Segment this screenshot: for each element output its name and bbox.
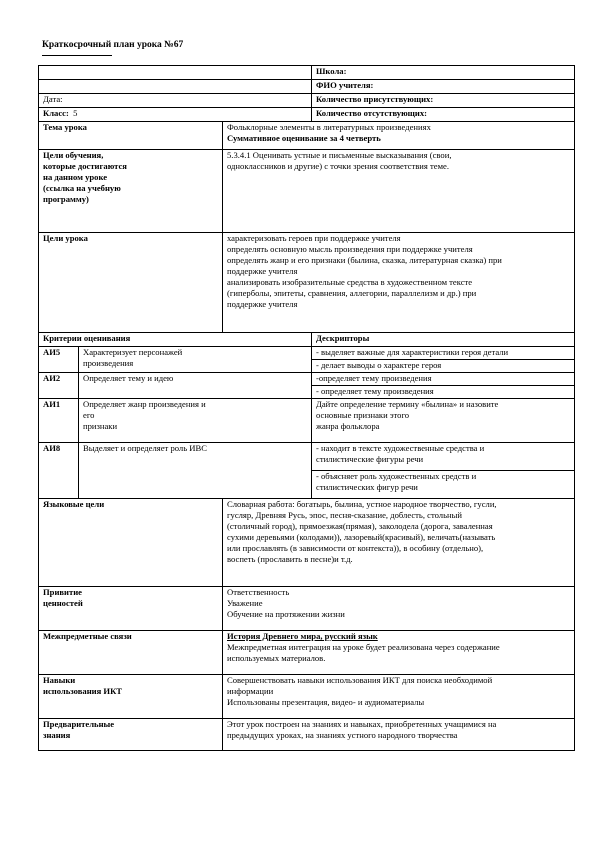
criterion-line: признаки [83,421,118,431]
content-line: Уважение [227,598,263,608]
ict-content [223,675,575,719]
ai8-criterion: Выделяет и определяет роль ИВС [79,443,312,499]
topic-content [223,122,575,150]
descriptor-line: - находит в тексте художественные средства и [316,443,485,453]
label-line: Цели обучения, [43,150,104,160]
ai8-row [39,443,575,471]
ai8-descriptor [312,471,575,499]
ai2-criterion: Определяет тему и идею [79,373,312,399]
label-line: Предварительные [43,719,115,729]
descriptor-line: стилистические фигуры речи [316,454,424,464]
ai1-code: АИ1 [39,399,79,443]
criteria-header-row [39,333,575,347]
document-heading: Краткосрочный план урока №67 [42,40,184,50]
topic-label: Тема урока [39,122,223,150]
ict-label [39,675,223,719]
ai2-row [39,373,575,386]
ai5-descriptor: - выделяет важные для характеристики героя детали [312,347,575,360]
content-line: 5.3.4.1 Оценивать устные и письменные высказывания (свои, [227,150,452,160]
criterion-line: произведения [83,358,134,368]
topic-line: Фольклорные элементы в литературных произведениях [227,122,431,132]
interdisciplinary-content [223,631,575,675]
criterion-line: Определяет жанр произведения и [83,399,206,409]
content-line: поддержке учителя [227,299,298,309]
learning-goals-row [39,150,575,233]
school-row [39,66,575,80]
lesson-goals-row [39,233,575,333]
content-line: используемых материалов. [227,653,326,663]
ai5-descriptor: - делает выводы о характере героя [312,360,575,373]
content-line: определять жанр и его признаки (былина, сказка, литературная сказка) при [227,255,502,265]
prior-knowledge-row [39,719,575,751]
descriptor-line: жанра фольклора [316,421,380,431]
label-line: которые достигаются [43,161,127,171]
school-label: Школа: [312,66,575,80]
date-row [39,94,575,108]
ai1-descriptor [312,399,575,443]
ai8-descriptor [312,443,575,471]
descriptor-line: основные признаки этого [316,410,410,420]
label-line: использования ИКТ [43,686,123,696]
content-line: Этот урок построен на знаниях и навыках, приобретенных учащимися на [227,719,497,729]
values-row [39,587,575,631]
content-line: сухими деревьями (колодами)), лазоревый(красивый), величать(называть [227,532,496,542]
ai5-code: АИ5 [39,347,79,373]
class-value: 5 [73,108,78,118]
teacher-left-cell [39,80,312,94]
label-line: ценностей [43,598,83,608]
criteria-header: Критерии оценивания [39,333,312,347]
descriptor-line: Дайте определение термину «былина» и назовите [316,399,499,409]
label-line: программу) [43,194,89,204]
label-line: на данном уроке [43,172,108,182]
content-line: предыдущих уроках, на знаниях устного народного творчества [227,730,458,740]
label-line: Навыки [43,675,76,685]
lesson-goals-content [223,233,575,333]
ai5-criterion [79,347,312,373]
content-line: Словарная работа: богатырь, былина, устное народное творчество, гусли, [227,499,497,509]
descriptor-line: стилистических фигур речи [316,482,418,492]
content-line: характеризовать героев при поддержке учителя [227,233,401,243]
ai8-code: АИ8 [39,443,79,499]
ai2-code: АИ2 [39,373,79,399]
criterion-line: его [83,410,95,420]
interdisciplinary-row [39,631,575,675]
content-line: поддержке учителя [227,266,298,276]
content-line: (гиперболы, эпитеты, сравнения, аллегории, параллелизм и др.) при [227,288,477,298]
lesson-plan-table [38,65,575,751]
language-row [39,499,575,587]
interdisciplinary-label: Межпредметные связи [39,631,223,675]
content-line: Ответственность [227,587,290,597]
values-content [223,587,575,631]
content-line: гусляр, Древняя Русь, эпос, песня-сказание, доблесть, стольный [227,510,462,520]
language-content [223,499,575,587]
teacher-label: ФИО учителя: [312,80,575,94]
language-label: Языковые цели [39,499,223,587]
content-line: воспеть (прославить в песне)и т.д. [227,554,353,564]
values-label [39,587,223,631]
learning-goals-content [223,150,575,233]
descriptor-line: - объясняет роль художественных средств и [316,471,477,481]
content-line: Обучение на протяжении жизни [227,609,345,619]
learning-goals-label [39,150,223,233]
ai1-row [39,399,575,443]
school-left-cell [39,66,312,80]
content-line: анализировать изобразительные средства в художественном тексте [227,277,473,287]
absent-label: Количество отсутствующих: [312,108,575,122]
heading-underline [42,55,112,56]
label-line: Привитие [43,587,82,597]
ict-row [39,675,575,719]
content-line: информации [227,686,274,696]
ai5-row [39,347,575,360]
content-line: определять основную мысль произведения при поддержке учителя [227,244,473,254]
class-label: Класс: [43,108,69,118]
content-line: Использованы презентация, видео- и аудиоматериалы [227,697,425,707]
date-label: Дата: [39,94,312,108]
descriptors-header: Дескрипторы [312,333,575,347]
lesson-goals-label: Цели урока [39,233,223,333]
content-line: или прославлять (в зависимости от контекста)), в особину (отдельно), [227,543,484,553]
content-line: одноклассников и другие) с точки зрения соответствия теме. [227,161,449,171]
ai2-descriptor: - определяет тему произведения [312,386,575,399]
label-line: знания [43,730,71,740]
ai1-criterion [79,399,312,443]
prior-knowledge-content [223,719,575,751]
class-row [39,108,575,122]
content-line: (столичный город), прямоезжая(прямая), заколодела (дорога, заваленная [227,521,493,531]
present-label: Количество присутствующих: [312,94,575,108]
class-cell [39,108,312,122]
prior-knowledge-label [39,719,223,751]
content-line: Совершенствовать навыки использования ИКТ для поиска необходимой [227,675,493,685]
label-line: (ссылка на учебную [43,183,121,193]
topic-row [39,122,575,150]
teacher-row [39,80,575,94]
topic-line: Суммативное оценивание за 4 четверть [227,133,381,143]
ai2-descriptor: -определяет тему произведения [312,373,575,386]
criterion-line: Характеризует персонажей [83,347,183,357]
content-line: Межпредметная интеграция на уроке будет реализована через содержание [227,642,500,652]
interdisciplinary-subjects: История Древнего мира, русский язык [227,631,378,641]
